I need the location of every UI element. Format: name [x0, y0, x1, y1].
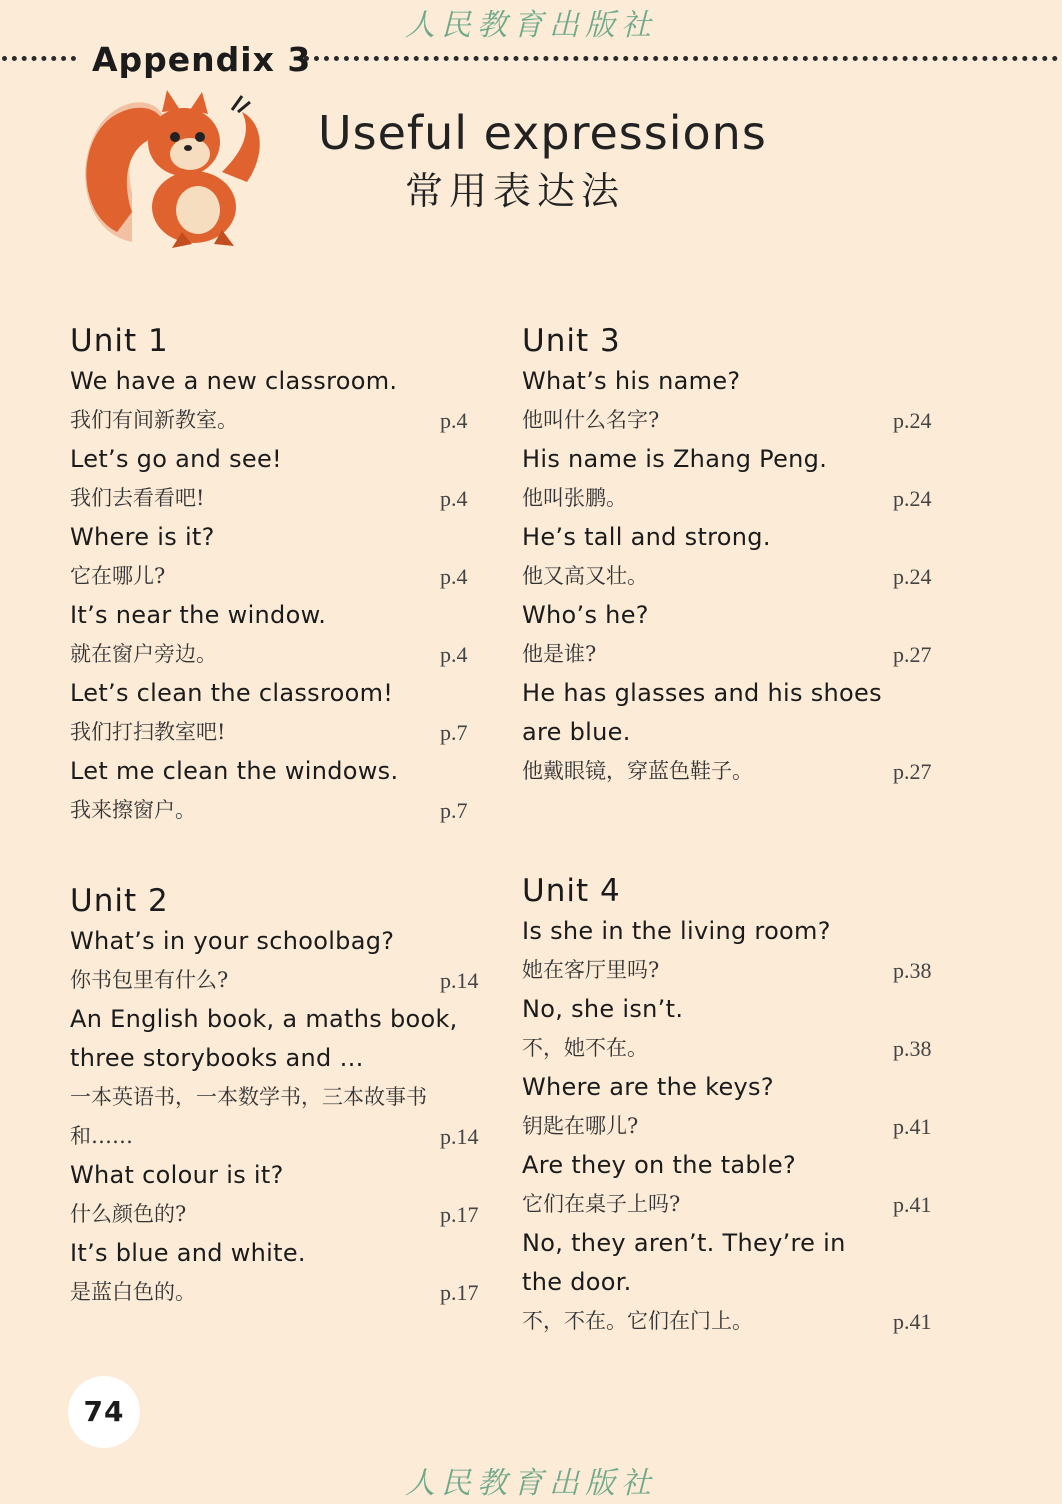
page-reference: p.4	[440, 642, 468, 667]
expression-english: An English book, a maths book,	[70, 1005, 458, 1033]
dotted-rule-right	[304, 56, 1058, 61]
page-reference: p.14	[440, 968, 479, 993]
unit-3-section	[522, 322, 952, 791]
expression-english: His name is Zhang Peng.	[522, 445, 828, 473]
expression-english: What’s his name?	[522, 367, 741, 395]
page-reference: p.7	[440, 720, 468, 745]
publisher-watermark-top: 人民教育出版社	[405, 8, 657, 43]
expression-chinese: 他又高又壮。	[522, 564, 648, 588]
expression-translation-row	[522, 557, 952, 596]
expression-translation-row	[522, 752, 952, 791]
unit-1-section	[70, 322, 500, 830]
expression-translation-row	[70, 635, 500, 674]
page-title-chinese: 常用表达法	[405, 169, 626, 213]
expression-english-continued: three storybooks and …	[70, 1044, 364, 1072]
squirrel-illustration	[72, 82, 272, 252]
page-reference: p.4	[440, 486, 468, 511]
expression-english: We have a new classroom.	[70, 367, 398, 395]
page-reference: p.38	[893, 958, 932, 983]
expression-translation-row	[70, 1195, 500, 1234]
expression-english: Let’s go and see!	[70, 445, 282, 473]
expression-english: It’s blue and white.	[70, 1239, 306, 1267]
page-reference: p.7	[440, 798, 468, 823]
expression-translation-row	[522, 401, 952, 440]
expression-translation-row	[70, 557, 500, 596]
expression-english: Let me clean the windows.	[70, 757, 399, 785]
page-reference: p.4	[440, 408, 468, 433]
expression-chinese: 他戴眼镜，穿蓝色鞋子。	[522, 759, 753, 783]
unit-4-section	[522, 872, 952, 1341]
page-number-badge: 74	[68, 1376, 140, 1448]
unit-title: Unit 4	[522, 873, 621, 909]
expression-translation-row	[70, 1117, 500, 1156]
expression-translation-row	[70, 791, 500, 830]
expression-chinese-continued: 和……	[70, 1124, 133, 1148]
expression-chinese: 钥匙在哪儿?	[522, 1114, 639, 1138]
publisher-watermark-bottom: 人民教育出版社	[405, 1466, 657, 1501]
expression-english-continued: the door.	[522, 1268, 632, 1296]
expression-chinese-line	[70, 1078, 500, 1117]
appendix-title: Appendix 3	[92, 40, 312, 79]
expression-chinese: 什么颜色的?	[70, 1202, 187, 1226]
expression-translation-row	[522, 635, 952, 674]
expression-chinese: 不，不在。它们在门上。	[522, 1309, 753, 1333]
expression-english: Is she in the living room?	[522, 917, 831, 945]
expression-chinese: 它们在桌子上吗?	[522, 1192, 681, 1216]
expression-chinese: 她在客厅里吗?	[522, 958, 660, 982]
expression-chinese: 他叫什么名字?	[522, 408, 660, 432]
expression-translation-row	[522, 1029, 952, 1068]
page-reference: p.24	[893, 486, 932, 511]
expression-chinese: 就在窗户旁边。	[70, 642, 217, 666]
expression-chinese: 是蓝白色的。	[70, 1280, 196, 1304]
expression-english: No, she isn’t.	[522, 995, 684, 1023]
expression-english: Let’s clean the classroom!	[70, 679, 394, 707]
page-reference: p.24	[893, 564, 932, 589]
page-reference: p.24	[893, 408, 932, 433]
expression-translation-row	[70, 479, 500, 518]
expression-translation-row	[522, 1302, 952, 1341]
expression-translation-row	[522, 479, 952, 518]
expression-english-continued: are blue.	[522, 718, 631, 746]
expression-english: What’s in your schoolbag?	[70, 927, 395, 955]
page-reference: p.38	[893, 1036, 932, 1061]
unit-title: Unit 3	[522, 323, 621, 359]
page-title-english: Useful expressions	[318, 106, 767, 160]
dotted-rule-left	[2, 56, 76, 61]
expression-chinese: 我们有间新教室。	[70, 408, 238, 432]
expression-english: Where is it?	[70, 523, 215, 551]
page-reference: p.41	[893, 1192, 932, 1217]
expression-translation-row	[522, 1185, 952, 1224]
expression-chinese: 一本英语书，一本数学书，三本故事书	[70, 1085, 427, 1109]
page-reference: p.17	[440, 1280, 479, 1305]
expression-chinese: 他是谁?	[522, 642, 597, 666]
unit-2-section	[70, 882, 500, 1312]
expression-translation-row	[522, 1107, 952, 1146]
page-reference: p.27	[893, 642, 932, 667]
expression-english: He has glasses and his shoes	[522, 679, 882, 707]
expression-english: No, they aren’t. They’re in	[522, 1229, 846, 1257]
expression-english: What colour is it?	[70, 1161, 284, 1189]
expression-english: Are they on the table?	[522, 1151, 797, 1179]
page-reference: p.17	[440, 1202, 479, 1227]
expression-english: Who’s he?	[522, 601, 649, 629]
expression-chinese: 我来擦窗户。	[70, 798, 196, 822]
expression-english: Where are the keys?	[522, 1073, 774, 1101]
page-reference: p.4	[440, 564, 468, 589]
unit-title: Unit 1	[70, 323, 169, 359]
expression-translation-row	[70, 961, 500, 1000]
expression-translation-row	[70, 1273, 500, 1312]
expression-english: He’s tall and strong.	[522, 523, 771, 551]
page-reference: p.14	[440, 1124, 479, 1149]
expression-translation-row	[522, 951, 952, 990]
page-reference: p.41	[893, 1114, 932, 1139]
expression-chinese: 你书包里有什么?	[70, 968, 229, 992]
unit-title: Unit 2	[70, 883, 169, 919]
page-reference: p.27	[893, 759, 932, 784]
expression-translation-row	[70, 713, 500, 752]
expression-chinese: 我们去看看吧!	[70, 486, 205, 510]
page-reference: p.41	[893, 1309, 932, 1334]
expression-chinese: 我们打扫教室吧!	[70, 720, 226, 744]
expression-english: It’s near the window.	[70, 601, 327, 629]
expression-translation-row	[70, 401, 500, 440]
expression-chinese: 它在哪儿?	[70, 564, 166, 588]
expression-chinese: 不，她不在。	[522, 1036, 648, 1060]
expression-chinese: 他叫张鹏。	[522, 486, 627, 510]
